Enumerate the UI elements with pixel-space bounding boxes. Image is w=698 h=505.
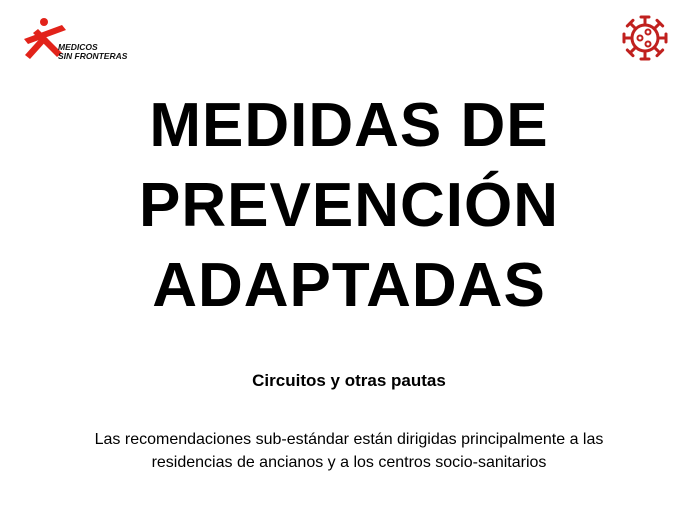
title-line-3: ADAPTADAS [152,251,546,320]
body-line-2: residencias de ancianos y a los centros socio-sanitarios [151,454,547,471]
subtitle: Circuitos y otras pautas [252,371,446,390]
body-line-1: Las recomendaciones sub-estándar están dirigidas principalmente a las [94,431,604,448]
title-line-1: MEDIDAS DE [149,91,549,160]
virus-icon [620,13,670,63]
title-line-2: PREVENCIÓN [139,171,559,240]
page-title [0,86,698,326]
logo-line-1: MEDICOS [58,42,98,52]
logo-line-2: SIN FRONTERAS [58,51,128,61]
body-text [0,428,698,474]
